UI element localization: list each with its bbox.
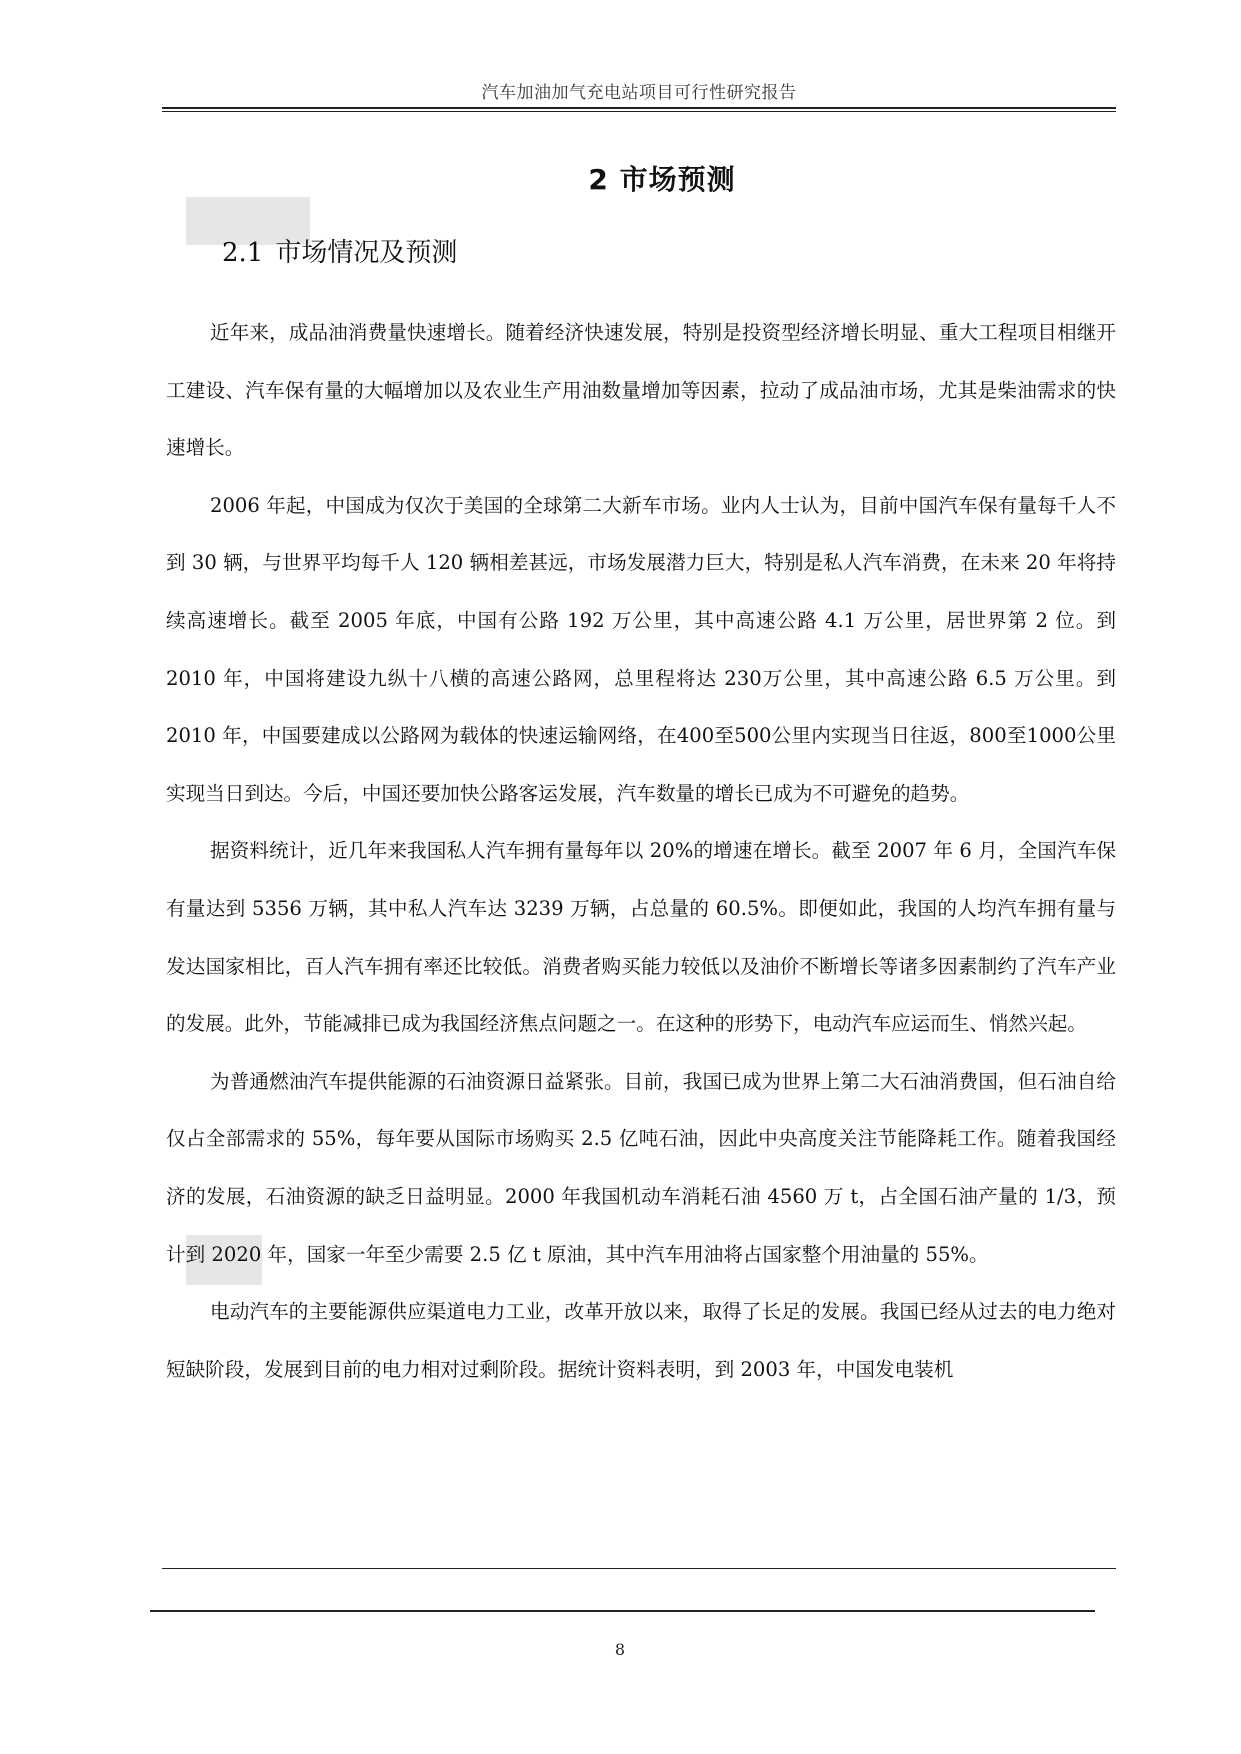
body-text bbox=[166, 304, 1116, 1398]
paragraph: 近年来，成品油消费量快速增长。随着经济快速发展，特别是投资型经济增长明显、重大工程项目相继开工建设、汽车保有量的大幅增加以及农业生产用油数量增加等因素，拉动了成品油市场，尤其是柴油需求的快速增长。 bbox=[166, 321, 1116, 460]
paragraph: 为普通燃油汽车提供能源的石油资源日益紧张。目前，我国已成为世界上第二大石油消费国，但石油自给仅占全部需求的 55%，每年要从国际市场购买 2.5 亿吨石油，因此中央高度关注节能降耗工作。随着我国经济的发展，石油资源的缺乏日益明显。2000 年我国机动车消耗石油 4560 万 t，占全国石油产量的 1/3，预计到 2020 年，国家一年至少需要 2.5 亿 t 原油，其中汽车用油将占国家整个用油量的 55%。 bbox=[166, 1069, 1116, 1266]
section-title: 市场情况及预测 bbox=[275, 238, 458, 268]
chapter-title: 2 市场预测 bbox=[588, 163, 736, 196]
paragraph: 2006 年起，中国成为仅次于美国的全球第二大新车市场。业内人士认为，目前中国汽车保有量每千人不到 30 辆，与世界平均每千人 120 辆相差甚远，市场发展潜力巨大，特别是私人汽车消费，在未来 20 年将持续高速增长。截至 2005 年底，中国有公路 192 万公里，其中高速公路 4.1 万公里，居世界第 2 位。到 2010 年，中国将建设九纵十八横的高速公路网，总里程将达 230万公里，其中高速公路 6.5 万公里。到 2010 年，中国要建成以公路网为载体的快速运输网络，在400至500公里内实现当日往返，800至1000公里实现当日到达。今后，中国还要加快公路客运发展，汽车数量的增长已成为不可避免的趋势。 bbox=[166, 493, 1116, 805]
section-heading bbox=[222, 232, 457, 269]
paragraph: 据资料统计，近几年来我国私人汽车拥有量每年以 20%的增速在增长。截至 2007 年 6 月，全国汽车保有量达到 5356 万辆，其中私人汽车达 3239 万辆，占总量的 60.5%。即便如此，我国的人均汽车拥有量与发达国家相比，百人汽车拥有率还比较低。消费者购买能力较低以及油价不断增长等诸多因素制约了汽车产业的发展。此外，节能减排已成为我国经济焦点问题之一。在这种的形势下，电动汽车应运而生、悄然兴起。 bbox=[166, 839, 1116, 1036]
paragraph: 电动汽车的主要能源供应渠道电力工业，改革开放以来，取得了长足的发展。我国已经从过去的电力绝对短缺阶段，发展到目前的电力相对过剩阶段。据统计资料表明，到 2003 年，中国发电装机 bbox=[166, 1300, 1116, 1381]
page-number: 8 bbox=[614, 1640, 626, 1659]
running-header: 汽车加油加气充电站项目可行性研究报告 bbox=[481, 83, 797, 103]
header-rule bbox=[162, 107, 1116, 112]
text-bottom-rule bbox=[162, 1568, 1116, 1569]
section-number: 2.1 bbox=[222, 238, 264, 268]
footer-rule bbox=[150, 1610, 1095, 1612]
